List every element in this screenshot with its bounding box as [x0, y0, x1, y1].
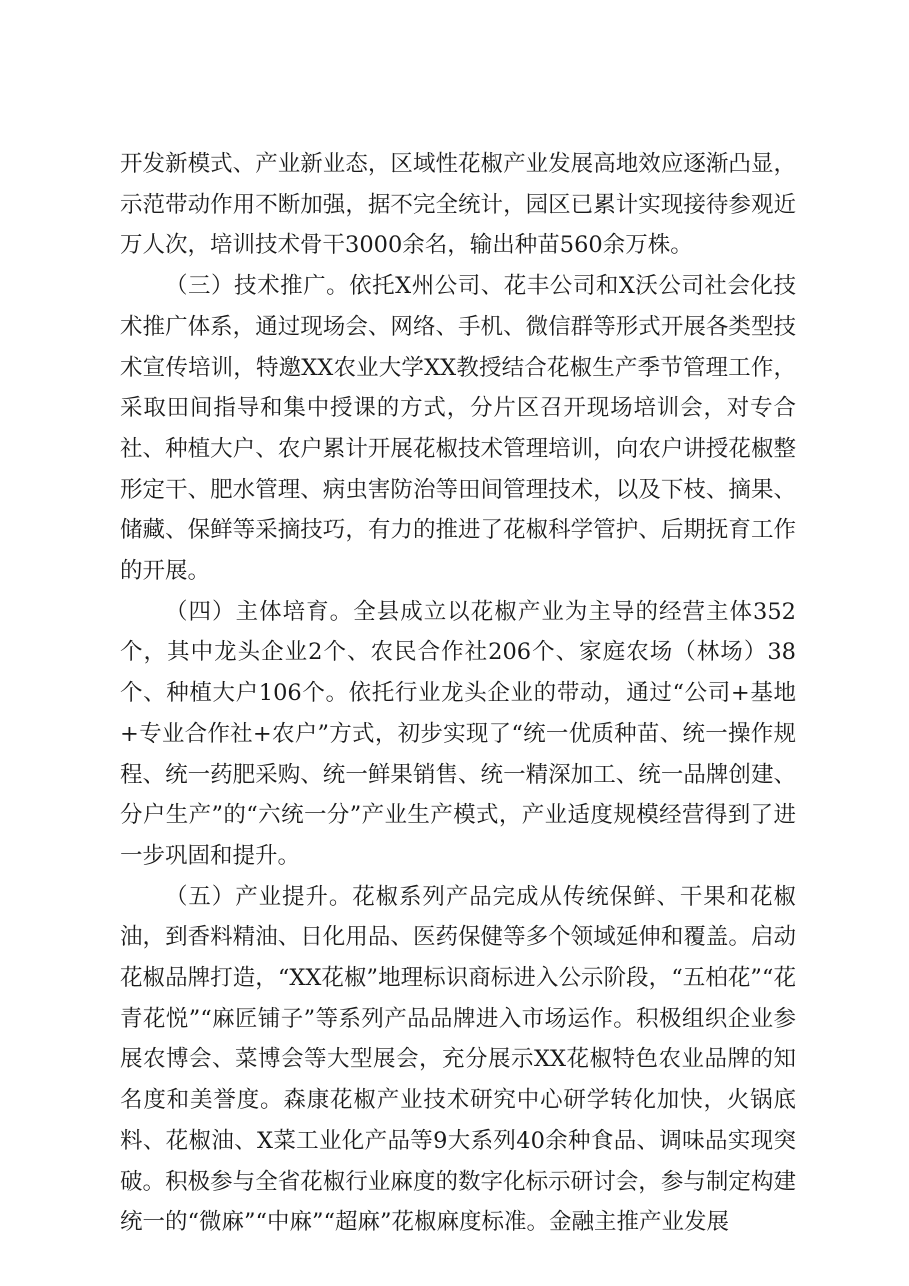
- paragraph-continuation: 开发新模式、产业新业态，区域性花椒产业发展高地效应逐渐凸显，示范带动作用不断加强，据不完全统计，园区已累计实现接待参观近万人次，培训技术骨干3000余名，输出种苗560余万株。: [120, 151, 796, 259]
- paragraph-technology-promotion: （三）技术推广。依托X州公司、花丰公司和X沃公司社会化技术推广体系，通过现场会、网络、手机、微信群等形式开展各类型技术宣传培训，特邀XX农业大学XX教授结合花椒生产季节管理工作，采取田间指导和集中授课的方式，分片区召开现场培训会，对专合社、种植大户、农户累计开展花椒技术管理培训，向农户讲授花椒整形定干、肥水管理、病虫害防治等田间管理技术，以及下枝、摘果、储藏、保鲜等采摘技巧，有力的推进了花椒科学管护、后期抚育工作的开展。: [120, 273, 796, 585]
- document-body: [120, 144, 796, 1243]
- paragraph-industry-upgrade: （五）产业提升。花椒系列产品完成从传统保鲜、干果和花椒油，到香料精油、日化用品、医药保健等多个领域延伸和覆盖。启动花椒品牌打造，“XX花椒”地理标识商标进入公示阶段，“五柏花”“花青花悦”“麻匠铺子”等系列产品品牌进入市场运作。积极组织企业参展农博会、菜博会等大型展会，充分展示XX花椒特色农业品牌的知名度和美誉度。森康花椒产业技术研究中心研学转化加快，火锅底料、花椒油、X菜工业化产品等9大系列40余种食品、调味品实现突破。积极参与全省花椒行业麻度的数字化标示研讨会，参与制定构建统一的“微麻”“中麻”“超麻”花椒麻度标准。金融主推产业发展: [120, 883, 796, 1236]
- paragraph-entity-cultivation: （四）主体培育。全县成立以花椒产业为主导的经营主体352个，其中龙头企业2个、农民合作社206个、家庭农场（林场）38个、种植大户106个。依托行业龙头企业的带动，通过“公司+基地+专业合作社+农户”方式，初步实现了“统一优质种苗、统一操作规程、统一药肥采购、统一鲜果销售、统一精深加工、统一品牌创建、分户生产”的“六统一分”产业生产模式，产业适度规模经营得到了进一步巩固和提升。: [120, 598, 796, 869]
